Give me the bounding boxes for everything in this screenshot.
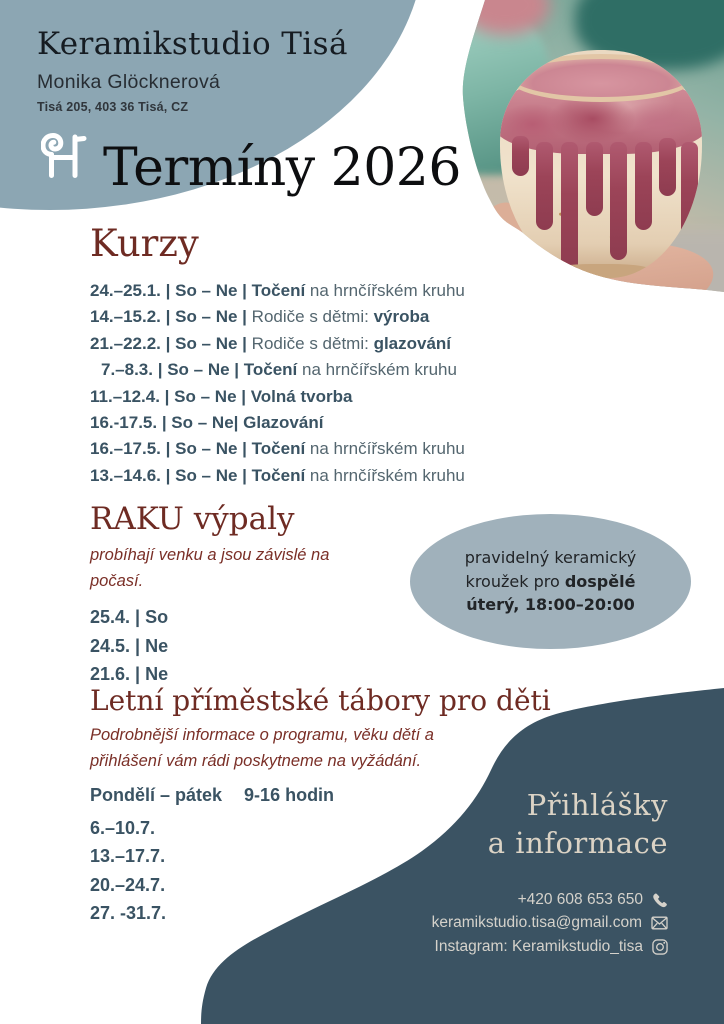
course-detail: na hrnčířském kruhu [305,281,465,300]
page-title: Termíny 2026 [103,138,461,198]
course-detail: na hrnčířském kruhu [305,439,465,459]
club-badge-bold: dospělé [564,571,636,591]
raku-note-line: probíhají venku a jsou závislé na [90,546,330,564]
camps-note-line: Podrobnější informace o programu, věku dětí a [90,726,434,744]
contact-heading-line: a informace [487,826,668,860]
camps-days: Pondělí – pátek [90,785,223,805]
email-row [432,911,668,934]
raku-note-line: počasí. [90,571,144,590]
envelope-icon [651,916,668,930]
camp-date: 27. -31.7. [90,902,167,923]
contact-block [432,786,668,958]
email-address: keramikstudio.tisa@gmail.com [431,914,642,932]
raku-date: 25.4. | So [90,607,169,627]
course-detail-bold: výroba [373,307,430,327]
contact-heading [432,786,668,862]
owner-name: Monika Glöcknerová [37,71,221,93]
course-detail: Rodiče s dětmi: [251,307,374,327]
club-badge-line: pravidelný keramický [464,548,637,568]
raku-heading: RAKU výpaly [90,501,295,537]
instagram-icon [652,939,668,955]
instagram-row [432,935,668,958]
raku-date: 24.5. | Ne [90,635,169,656]
course-detail-bold: glazování [373,333,452,353]
course-date: 16.-17.5. | So – Ne| Glazování [90,413,324,433]
studio-name: Keramikstudio Tisá [37,26,348,62]
course-detail: na hrnčířském kruhu [297,360,457,380]
course-date: 24.–25.1. | So – Ne | Točení [90,281,306,300]
course-date: 14.–15.2. | So – Ne | [90,307,252,327]
course-date: 13.–14.6. | So – Ne | Točení [90,465,306,485]
camp-date: 13.–17.7. [90,846,166,867]
studio-address: Tisá 205, 403 36 Tisá, CZ [37,100,189,114]
course-detail: Rodiče s dětmi: [251,333,374,353]
camps-heading: Letní příměstské tábory pro děti [90,684,551,717]
raku-date: 21.6. | Ne [90,664,169,685]
course-date: 21.–22.2. | So – Ne | [90,333,252,353]
instagram-handle: Instagram: Keramikstudio_tisa [434,937,643,955]
contact-heading-line: Přihlášky [526,788,668,822]
course-date: 11.–12.4. | So – Ne | Volná tvorba [90,386,353,406]
camps-hours: 9-16 hodin [244,785,335,805]
camp-date: 20.–24.7. [90,874,166,895]
contact-rows [432,888,668,958]
club-badge-text: kroužek pro [465,571,565,591]
course-detail: na hrnčířském kruhu [305,465,465,485]
course-date: 7.–8.3. | So – Ne | Točení [101,360,298,380]
club-badge-time: úterý, 18:00–20:00 [466,595,635,615]
camps-note-line: přihlášení vám rádi poskytneme na vyžádání. [90,751,422,770]
phone-row [432,888,668,911]
phone-number: +420 608 653 650 [517,891,643,908]
course-date: 16.–17.5. | So – Ne | Točení [90,439,306,459]
phone-icon [652,892,668,908]
courses-heading: Kurzy [90,222,199,265]
camp-date: 6.–10.7. [90,818,156,838]
